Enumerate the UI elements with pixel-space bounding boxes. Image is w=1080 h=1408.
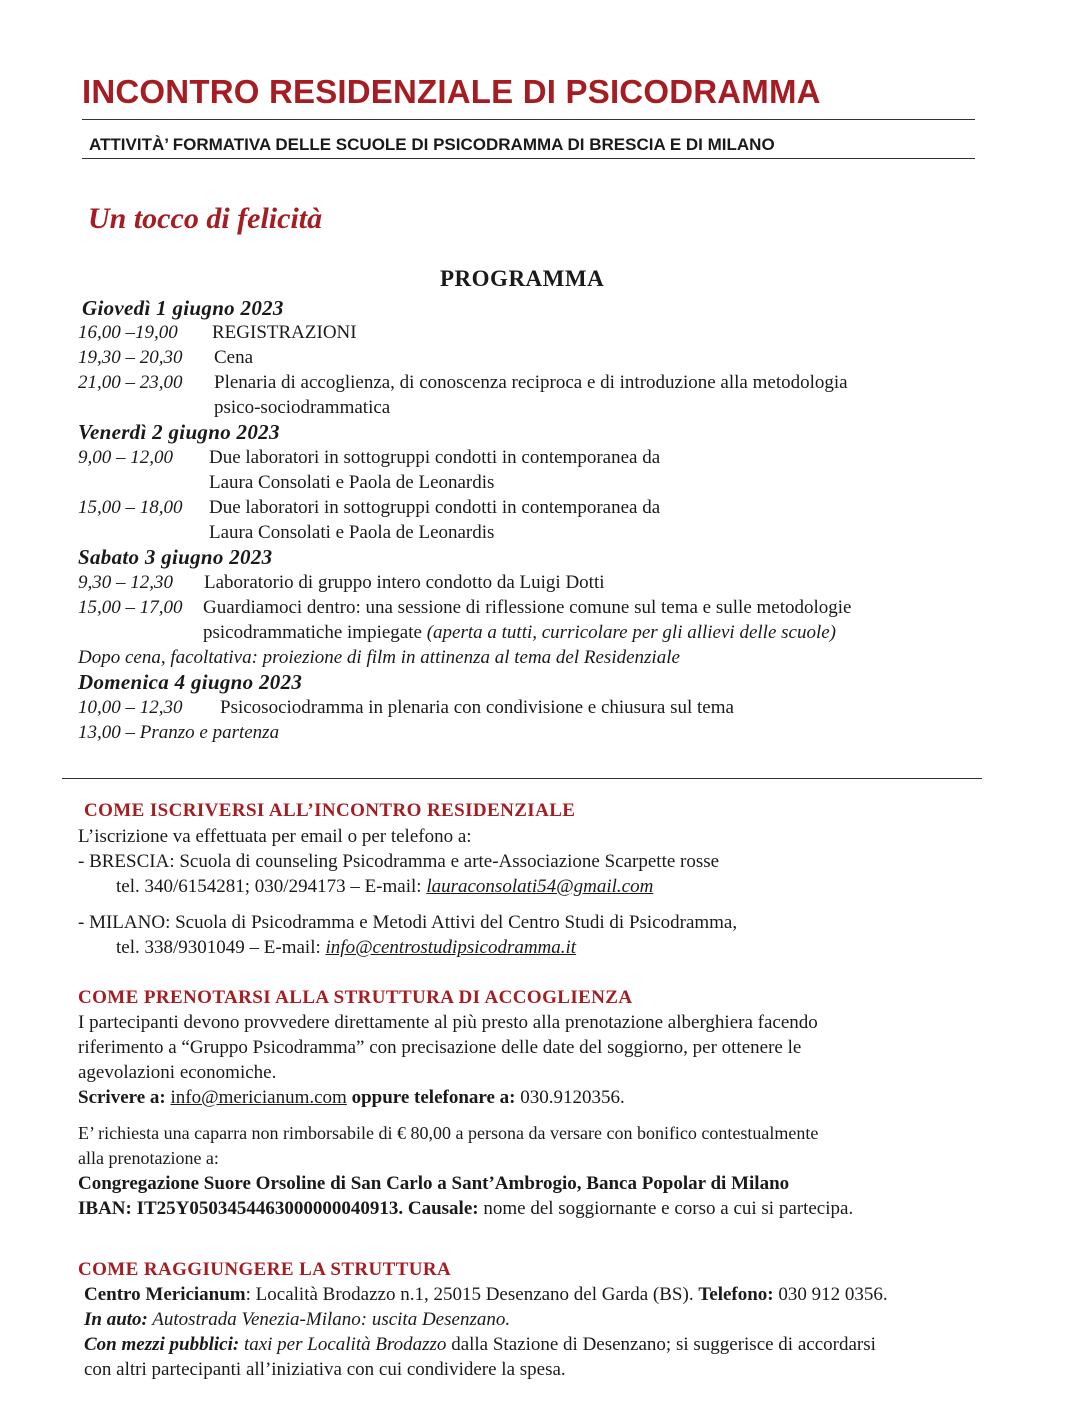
prenotazione-text: agevolazioni economiche. bbox=[78, 1062, 277, 1083]
write-label: Scrivere a: bbox=[78, 1087, 171, 1108]
time-slot: 19,30 – 20,30 bbox=[78, 347, 183, 368]
activity-text-cont: Laura Consolati e Paola de Leonardis bbox=[209, 522, 495, 543]
activity-cont-text: psicodrammatiche impiegate bbox=[203, 622, 422, 643]
activity-text-cont: Laura Consolati e Paola de Leonardis bbox=[209, 472, 495, 493]
public-text-2: dalla Stazione di Desenzano; si suggerisce di accordarsi bbox=[446, 1334, 876, 1355]
venue-name: Centro Mericianum bbox=[84, 1284, 246, 1305]
time-slot: 9,30 – 12,30 bbox=[78, 572, 173, 593]
section-heading-iscrizione: COME ISCRIVERSI ALL’INCONTRO RESIDENZIALE bbox=[84, 800, 576, 821]
time-slot: 16,00 –19,00 bbox=[78, 322, 178, 343]
program-heading: PROGRAMMA bbox=[440, 266, 605, 291]
milano-phone: tel. 338/9301049 – E-mail: bbox=[116, 937, 326, 958]
prenotazione-contact bbox=[78, 1085, 625, 1110]
day-heading: Sabato 3 giugno 2023 bbox=[78, 545, 273, 569]
title-divider bbox=[82, 119, 975, 120]
day-heading: Domenica 4 giugno 2023 bbox=[78, 670, 303, 694]
activity-text: REGISTRAZIONI bbox=[212, 322, 357, 343]
activity-text: Plenaria di accoglienza, di conoscenza reciproca e di introduzione alla metodologia bbox=[214, 372, 848, 393]
time-slot: 15,00 – 18,00 bbox=[78, 497, 183, 518]
iscrizione-intro: L’iscrizione va effettuata per email o per telefono a: bbox=[78, 826, 472, 847]
day-heading: Giovedì 1 giugno 2023 bbox=[82, 296, 284, 320]
prenotazione-text: riferimento a “Gruppo Psicodramma” con precisazione delle date del soggiorno, per ottenere le bbox=[78, 1037, 802, 1058]
public-transport bbox=[84, 1332, 876, 1357]
activity-note: (aperta a tutti, curricolare per gli allievi delle scuole) bbox=[426, 622, 836, 643]
time-slot: 15,00 – 17,00 bbox=[78, 597, 183, 618]
or-phone-label: oppure telefonare a: bbox=[346, 1087, 521, 1108]
milano-email-link[interactable]: info@centrostudipsicodramma.it bbox=[325, 937, 577, 958]
section-heading-raggiungere: COME RAGGIUNGERE LA STRUTTURA bbox=[78, 1259, 452, 1280]
time-slot: 10,00 – 12,30 bbox=[78, 697, 183, 718]
evening-note: Dopo cena, facoltativa: proiezione di film in attinenza al tema del Residenziale bbox=[78, 647, 680, 668]
public-transport-cont: con altri partecipanti all’iniziativa con cui condividere la spesa. bbox=[84, 1359, 566, 1380]
activity-text: Laboratorio di gruppo intero condotto da Luigi Dotti bbox=[204, 572, 605, 593]
venue-phone-label: Telefono: bbox=[698, 1284, 774, 1305]
day-heading: Venerdì 2 giugno 2023 bbox=[78, 420, 280, 444]
activity-text: Cena bbox=[214, 347, 254, 368]
time-slot: 21,00 – 23,00 bbox=[78, 372, 183, 393]
venue-address: : Località Brodazzo n.1, 25015 Desenzano del Garda (BS). bbox=[245, 1284, 699, 1305]
prenotazione-text: I partecipanti devono provvedere direttamente al più presto alla prenotazione alberghiera facendo bbox=[78, 1012, 818, 1033]
section-divider bbox=[62, 778, 982, 779]
brescia-school: - BRESCIA: Scuola di counseling Psicodramma e arte-Associazione Scarpette rosse bbox=[78, 851, 720, 872]
milano-school: - MILANO: Scuola di Psicodramma e Metodi Attivi del Centro Studi di Psicodramma, bbox=[78, 912, 738, 933]
activity-text-cont bbox=[203, 620, 836, 645]
public-label: Con mezzi pubblici: bbox=[84, 1334, 240, 1355]
time-slot: 9,00 – 12,00 bbox=[78, 447, 173, 468]
venue-line bbox=[84, 1282, 888, 1307]
iban: IBAN: IT25Y0503454463000000040913. bbox=[78, 1198, 404, 1219]
closing-note: 13,00 – Pranzo e partenza bbox=[78, 722, 280, 743]
deposit-text: alla prenotazione a: bbox=[78, 1148, 219, 1168]
activity-text: Due laboratori in sottogruppi condotti in contemporanea da bbox=[209, 497, 661, 518]
activity-text: Guardiamoci dentro: una sessione di riflessione comune sul tema e sulle metodologie bbox=[203, 597, 852, 618]
mericianum-phone: 030.9120356. bbox=[520, 1087, 625, 1108]
iban-line bbox=[78, 1196, 853, 1221]
activity-text-cont: psico-sociodrammatica bbox=[214, 397, 391, 418]
bank-details: Congregazione Suore Orsoline di San Carlo a Sant’Ambrogio, Banca Popolar di Milano bbox=[78, 1173, 790, 1194]
public-text: taxi per Località Brodazzo bbox=[239, 1334, 447, 1355]
activity-text: Psicosociodramma in plenaria con condivisione e chiusura sul tema bbox=[220, 697, 734, 718]
causale-label: Causale: bbox=[403, 1198, 479, 1219]
car-label: In auto: bbox=[84, 1309, 148, 1330]
brescia-phone: tel. 340/6154281; 030/294173 – E-mail: bbox=[116, 876, 427, 897]
activity-text: Due laboratori in sottogruppi condotti in contemporanea da bbox=[209, 447, 661, 468]
tagline: Un tocco di felicità bbox=[88, 202, 323, 235]
milano-contact bbox=[116, 935, 576, 960]
page-subtitle: ATTIVITÀ’ FORMATIVA DELLE SCUOLE DI PSICODRAMMA DI BRESCIA E DI MILANO bbox=[89, 135, 775, 154]
causale-text: nome del soggiornante e corso a cui si partecipa. bbox=[478, 1198, 854, 1219]
brescia-email-link[interactable]: lauraconsolati54@gmail.com bbox=[426, 876, 654, 897]
venue-phone: 030 912 0356. bbox=[773, 1284, 888, 1305]
mericianum-email-link[interactable]: info@mericianum.com bbox=[170, 1087, 347, 1108]
section-heading-prenotazione: COME PRENOTARSI ALLA STRUTTURA DI ACCOGLIENZA bbox=[78, 987, 633, 1008]
subtitle-divider bbox=[82, 158, 975, 159]
car-directions bbox=[84, 1307, 510, 1332]
page-title: INCONTRO RESIDENZIALE DI PSICODRAMMA bbox=[82, 73, 821, 110]
car-text: Autostrada Venezia-Milano: uscita Desenzano. bbox=[147, 1309, 511, 1330]
deposit-text: E’ richiesta una caparra non rimborsabile di € 80,00 a persona da versare con bonifico contestualmente bbox=[78, 1123, 819, 1143]
brescia-contact bbox=[116, 874, 653, 899]
